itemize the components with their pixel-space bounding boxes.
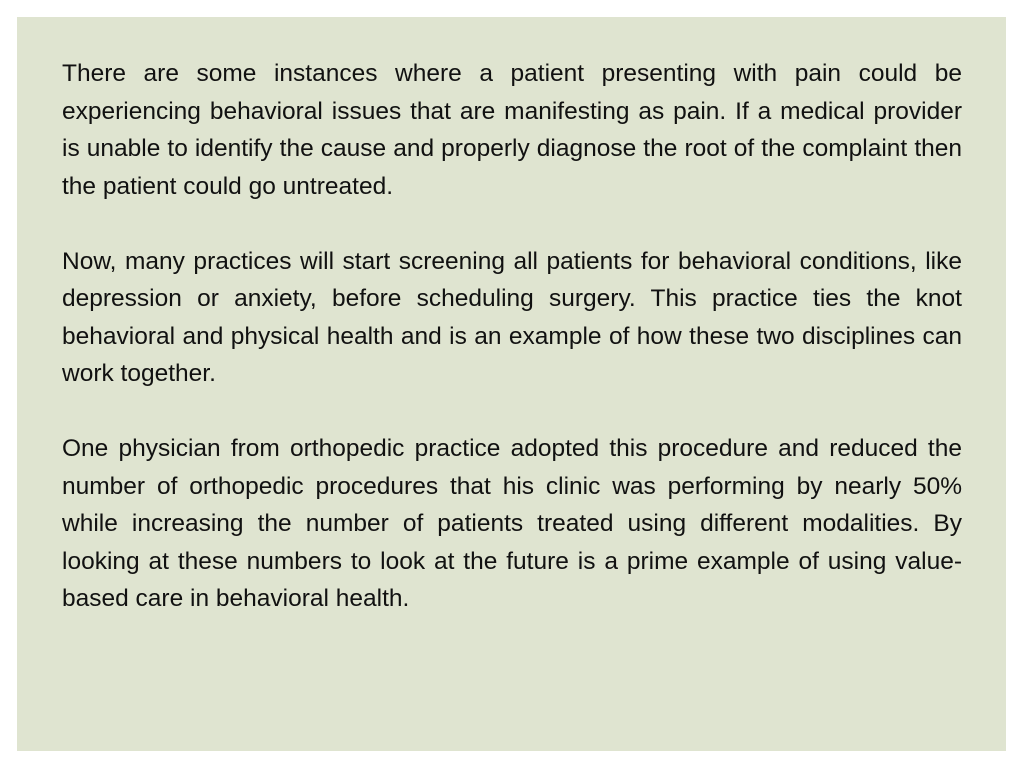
paragraph-pain-behavioral: There are some instances where a patient presenting with pain could be experiencing behavioral issues that are manifesting as pain. If a medical provider is unable to identify the cause and properly diagnose the root of the complaint then the patient could go untreated.	[62, 60, 962, 200]
paragraph-screening-practices: Now, many practices will start screening all patients for behavioral conditions, like depression or anxiety, before scheduling surgery. This practice ties the knot behavioral and physical health and is an example of how these two disciplines can work together.	[62, 247, 962, 387]
slide-body-text	[62, 55, 962, 618]
slide-panel	[17, 17, 1006, 751]
paragraph-orthopedic-example: One physician from orthopedic practice adopted this procedure and reduced the number of orthopedic procedures that his clinic was performing by nearly 50% while increasing the number of patients treated using different modalities. By looking at these numbers to look at the future is a prime example of using value-based care in behavioral health.	[62, 435, 962, 612]
